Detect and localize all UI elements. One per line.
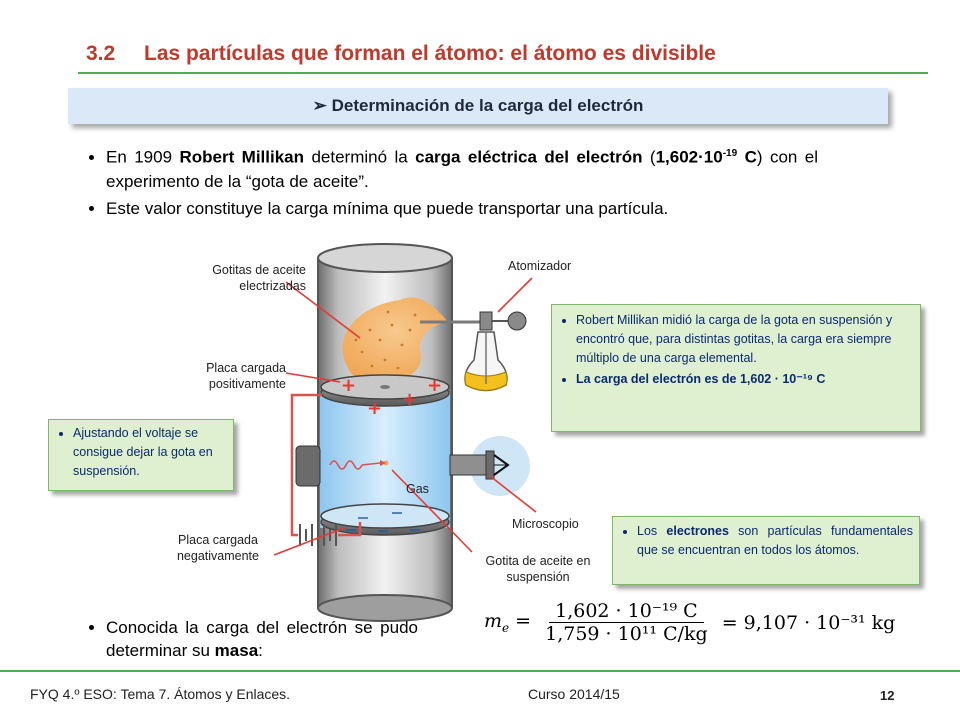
label-atomizador: Atomizador	[508, 259, 572, 273]
bold-text: carga eléctrica del electrón	[415, 147, 643, 167]
text: (	[642, 147, 656, 167]
text: :	[258, 641, 263, 660]
chamber-top	[318, 244, 452, 272]
note-millikan-item1: • Robert Millikan midió la carga de la gota en suspensión y encontró que, para distintas gotitas, la carga era siempre múltiplo de una carga elemental.	[576, 311, 916, 368]
text: determinó la	[304, 147, 416, 167]
footer-divider	[0, 670, 960, 672]
svg-text:+: +	[402, 389, 418, 410]
formula-lhs: $m_e$ =	[484, 610, 532, 635]
text: Conocida la carga del electrón se pudo determinar su	[106, 618, 418, 660]
formula-fraction	[539, 600, 714, 645]
bold-text: Robert Millikan	[179, 147, 305, 167]
formula-result: = 9,107 · 10⁻³¹ kg	[721, 611, 896, 634]
label-gotitas: Gotitas de aceite electrizadas	[212, 263, 306, 293]
bold-text: masa	[214, 641, 259, 660]
footer-year: Curso 2014/15	[528, 686, 620, 702]
mass-bullet-text	[106, 616, 418, 662]
label-gas: Gas	[406, 482, 429, 496]
footer-course: FYQ 4.º ESO: Tema 7. Átomos y Enlaces.	[30, 686, 291, 702]
atomizer-bulb	[508, 312, 526, 330]
arrow-bullet-icon: ➢	[312, 96, 327, 115]
svg-text:+: +	[341, 375, 357, 396]
bullet-minimum-charge: • Este valor constituye la carga mínima que puede transportar una partícula.	[106, 197, 818, 221]
text: En 1909	[106, 147, 180, 167]
label-gotita-suspension: Gotita de aceite en suspensión	[485, 554, 591, 584]
note-electrons	[612, 516, 920, 585]
bold-text: C	[737, 147, 757, 167]
label-placa-positiva: Placa cargada positivamente	[206, 361, 286, 391]
mass-formula	[484, 600, 895, 645]
text: son partículas fundamentales que se encuentran en todos los átomos.	[637, 524, 913, 557]
m-symbol: m	[484, 610, 503, 633]
label-placa-negativa: Placa cargada negativamente	[176, 533, 259, 563]
note-voltage	[48, 419, 234, 491]
svg-text:+: +	[427, 375, 443, 396]
label-microscopio: Microscopio	[512, 517, 579, 531]
mass-bullet	[78, 616, 418, 662]
note-voltage-text: • Ajustando el voltaje se consigue dejar la gota en suspensión.	[73, 424, 229, 481]
page-number: 12	[880, 688, 895, 703]
atomizer-nozzle	[480, 312, 492, 330]
section-title: Las partículas que forman el átomo: el átomo es divisible	[144, 42, 716, 65]
bold-text: electrones	[666, 524, 729, 538]
bold-text: 1,602·10	[655, 147, 723, 167]
e-subscript: e	[502, 620, 510, 635]
superscript: -19	[722, 148, 738, 159]
light-source	[296, 446, 320, 486]
formula-denominator: 1,759 · 10¹¹ C/kg	[545, 623, 708, 645]
formula-numerator: 1,602 · 10⁻¹⁹ C	[549, 600, 704, 623]
subtitle-text: Determinación de la carga del electrón	[331, 96, 644, 115]
text: Los	[637, 524, 667, 538]
note-millikan-item2: • La carga del electrón es de 1,602 · 10⁻¹⁹ C	[576, 370, 916, 389]
text: ) con el experimento de la “gota de aceite”.	[106, 147, 819, 191]
note-electrons-text	[637, 522, 913, 560]
svg-text:+: +	[367, 398, 383, 419]
note-millikan	[551, 304, 921, 432]
section-number: 3.2	[86, 42, 116, 65]
